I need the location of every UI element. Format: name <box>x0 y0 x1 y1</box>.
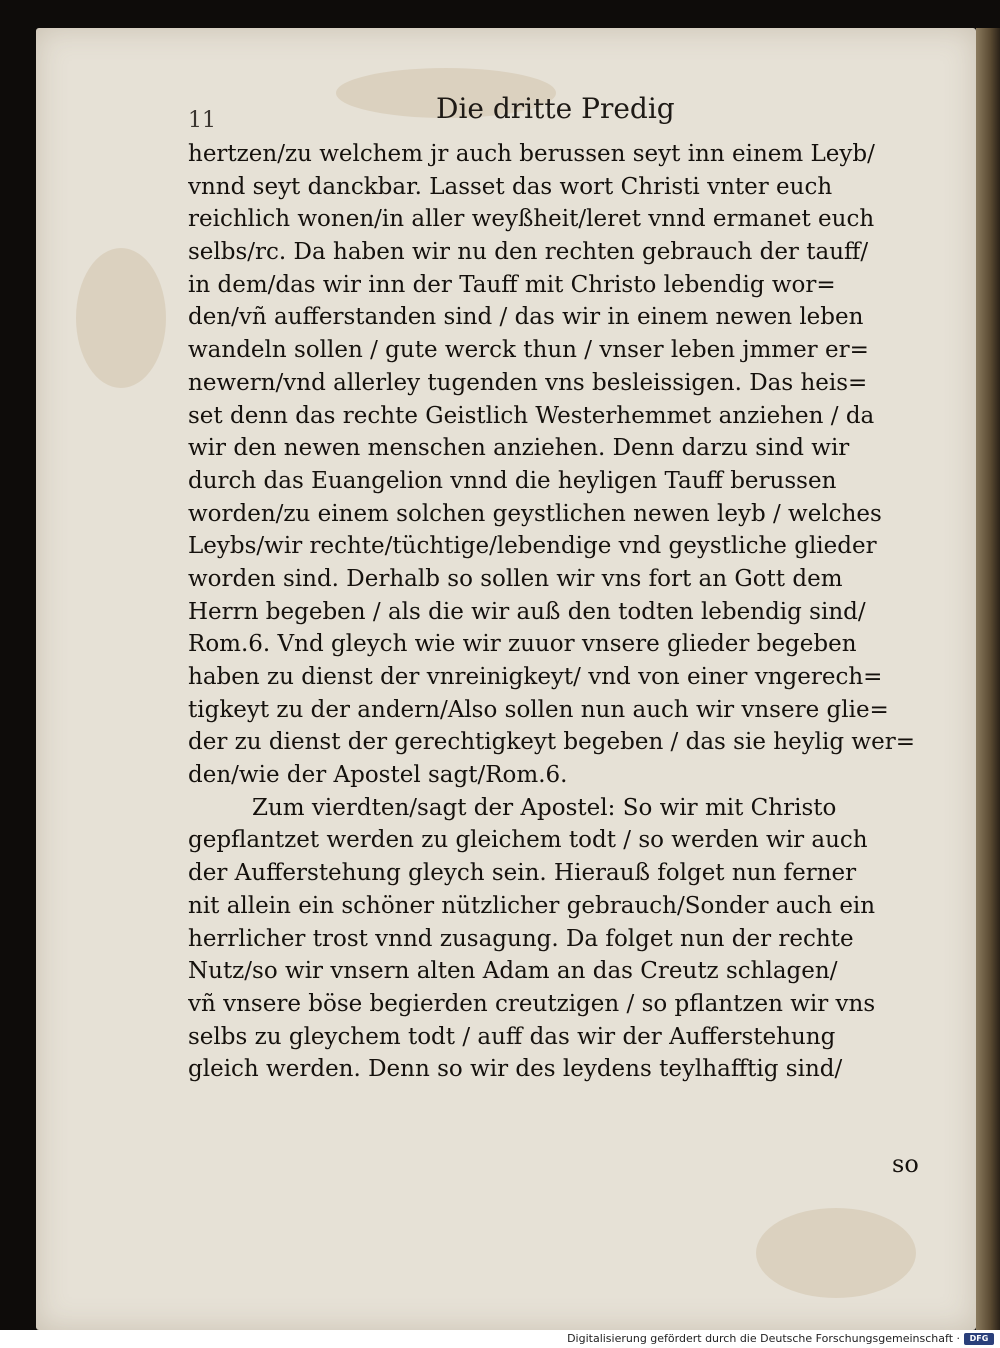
page-text <box>188 138 940 1086</box>
text-line: tigkeyt zu der andern/Also sollen nun auch wir vnsere glie= <box>188 696 889 723</box>
text-line: den/wie der Apostel sagt/Rom.6. <box>188 762 568 789</box>
text-line: der zu dienst der gerechtigkeyt begeben / das sie heylig wer= <box>188 729 915 756</box>
text-line: nit allein ein schöner nützlicher gebrauch/Sonder auch ein <box>188 892 876 919</box>
text-line: gleich werden. Denn so wir des leydens teylhafftig sind/ <box>188 1056 843 1083</box>
text-line: den/vñ aufferstanden sind / das wir in einem newen leben <box>188 304 864 331</box>
text-line: haben zu dienst der vnreinigkeyt/ vnd von einer vngerech= <box>188 664 883 690</box>
text-line: vnnd seyt danckbar. Lasset das wort Christi vnter euch <box>188 173 833 200</box>
text-line: wir den newen menschen anziehen. Denn darzu sind wir <box>188 435 850 462</box>
text-line: wandeln sollen / gute werck thun / vnser leben jmmer er= <box>188 337 869 364</box>
text-line: selbs zu gleychem todt / auff das wir der Aufferstehung <box>188 1023 836 1050</box>
page-number: 11 <box>188 108 216 133</box>
text-line: set denn das rechte Geistlich Westerhemmet anziehen / da <box>188 402 875 429</box>
paper-stain <box>756 1208 916 1298</box>
text-line: gepflantzet werden zu gleichem todt / so werden wir auch <box>188 827 868 854</box>
text-line: Herrn begeben / als die wir auß den todten lebendig sind/ <box>188 598 866 625</box>
page-fore-edge <box>976 28 1000 1330</box>
text-line: in dem/das wir inn der Tauff mit Christo lebendig wor= <box>188 271 836 298</box>
dfg-logo: DFG <box>964 1333 994 1345</box>
text-line: vñ vnsere böse begierden creutzigen / so pflantzen wir vns <box>188 990 876 1017</box>
running-head: Die dritte Predig <box>436 92 675 125</box>
text-line: reichlich wonen/in aller weyßheit/leret vnnd ermanet euch <box>188 206 875 233</box>
text-line: Nutz/so wir vnsern alten Adam an das Creutz schlagen/ <box>188 958 838 985</box>
catchword: so <box>892 1150 919 1178</box>
text-line: worden sind. Derhalb so sollen wir vns fort an Gott dem <box>188 565 843 592</box>
text-line: Rom.6. Vnd gleych wie wir zuuor vnsere glieder begeben <box>188 631 857 658</box>
text-line: Leybs/wir rechte/tüchtige/lebendige vnd geystliche glieder <box>188 533 877 560</box>
text-line: herrlicher trost vnnd zusagung. Da folget nun der rechte <box>188 925 854 952</box>
text-line: newern/vnd allerley tugenden vns besleissigen. Das heis= <box>188 369 868 396</box>
text-line: worden/zu einem solchen geystlichen newen leyb / welches <box>188 500 882 527</box>
paper-stain <box>76 248 166 388</box>
text-line: der Aufferstehung gleych sein. Hierauß folget nun ferner <box>188 860 857 887</box>
funding-credit: Digitalisierung gefördert durch die Deutsche Forschungsgemeinschaft · <box>567 1332 960 1345</box>
text-line: selbs/rc. Da haben wir nu den rechten gebrauch der tauff/ <box>188 239 869 266</box>
text-line: hertzen/zu welchem jr auch berussen seyt inn einem Leyb/ <box>188 141 875 167</box>
text-line-paragraph-start: Zum vierdten/sagt der Apostel: So wir mit Christo <box>252 794 837 821</box>
digitization-footer <box>0 1330 1000 1348</box>
text-line: durch das Euangelion vnnd die heyligen Tauff berussen <box>188 467 837 494</box>
